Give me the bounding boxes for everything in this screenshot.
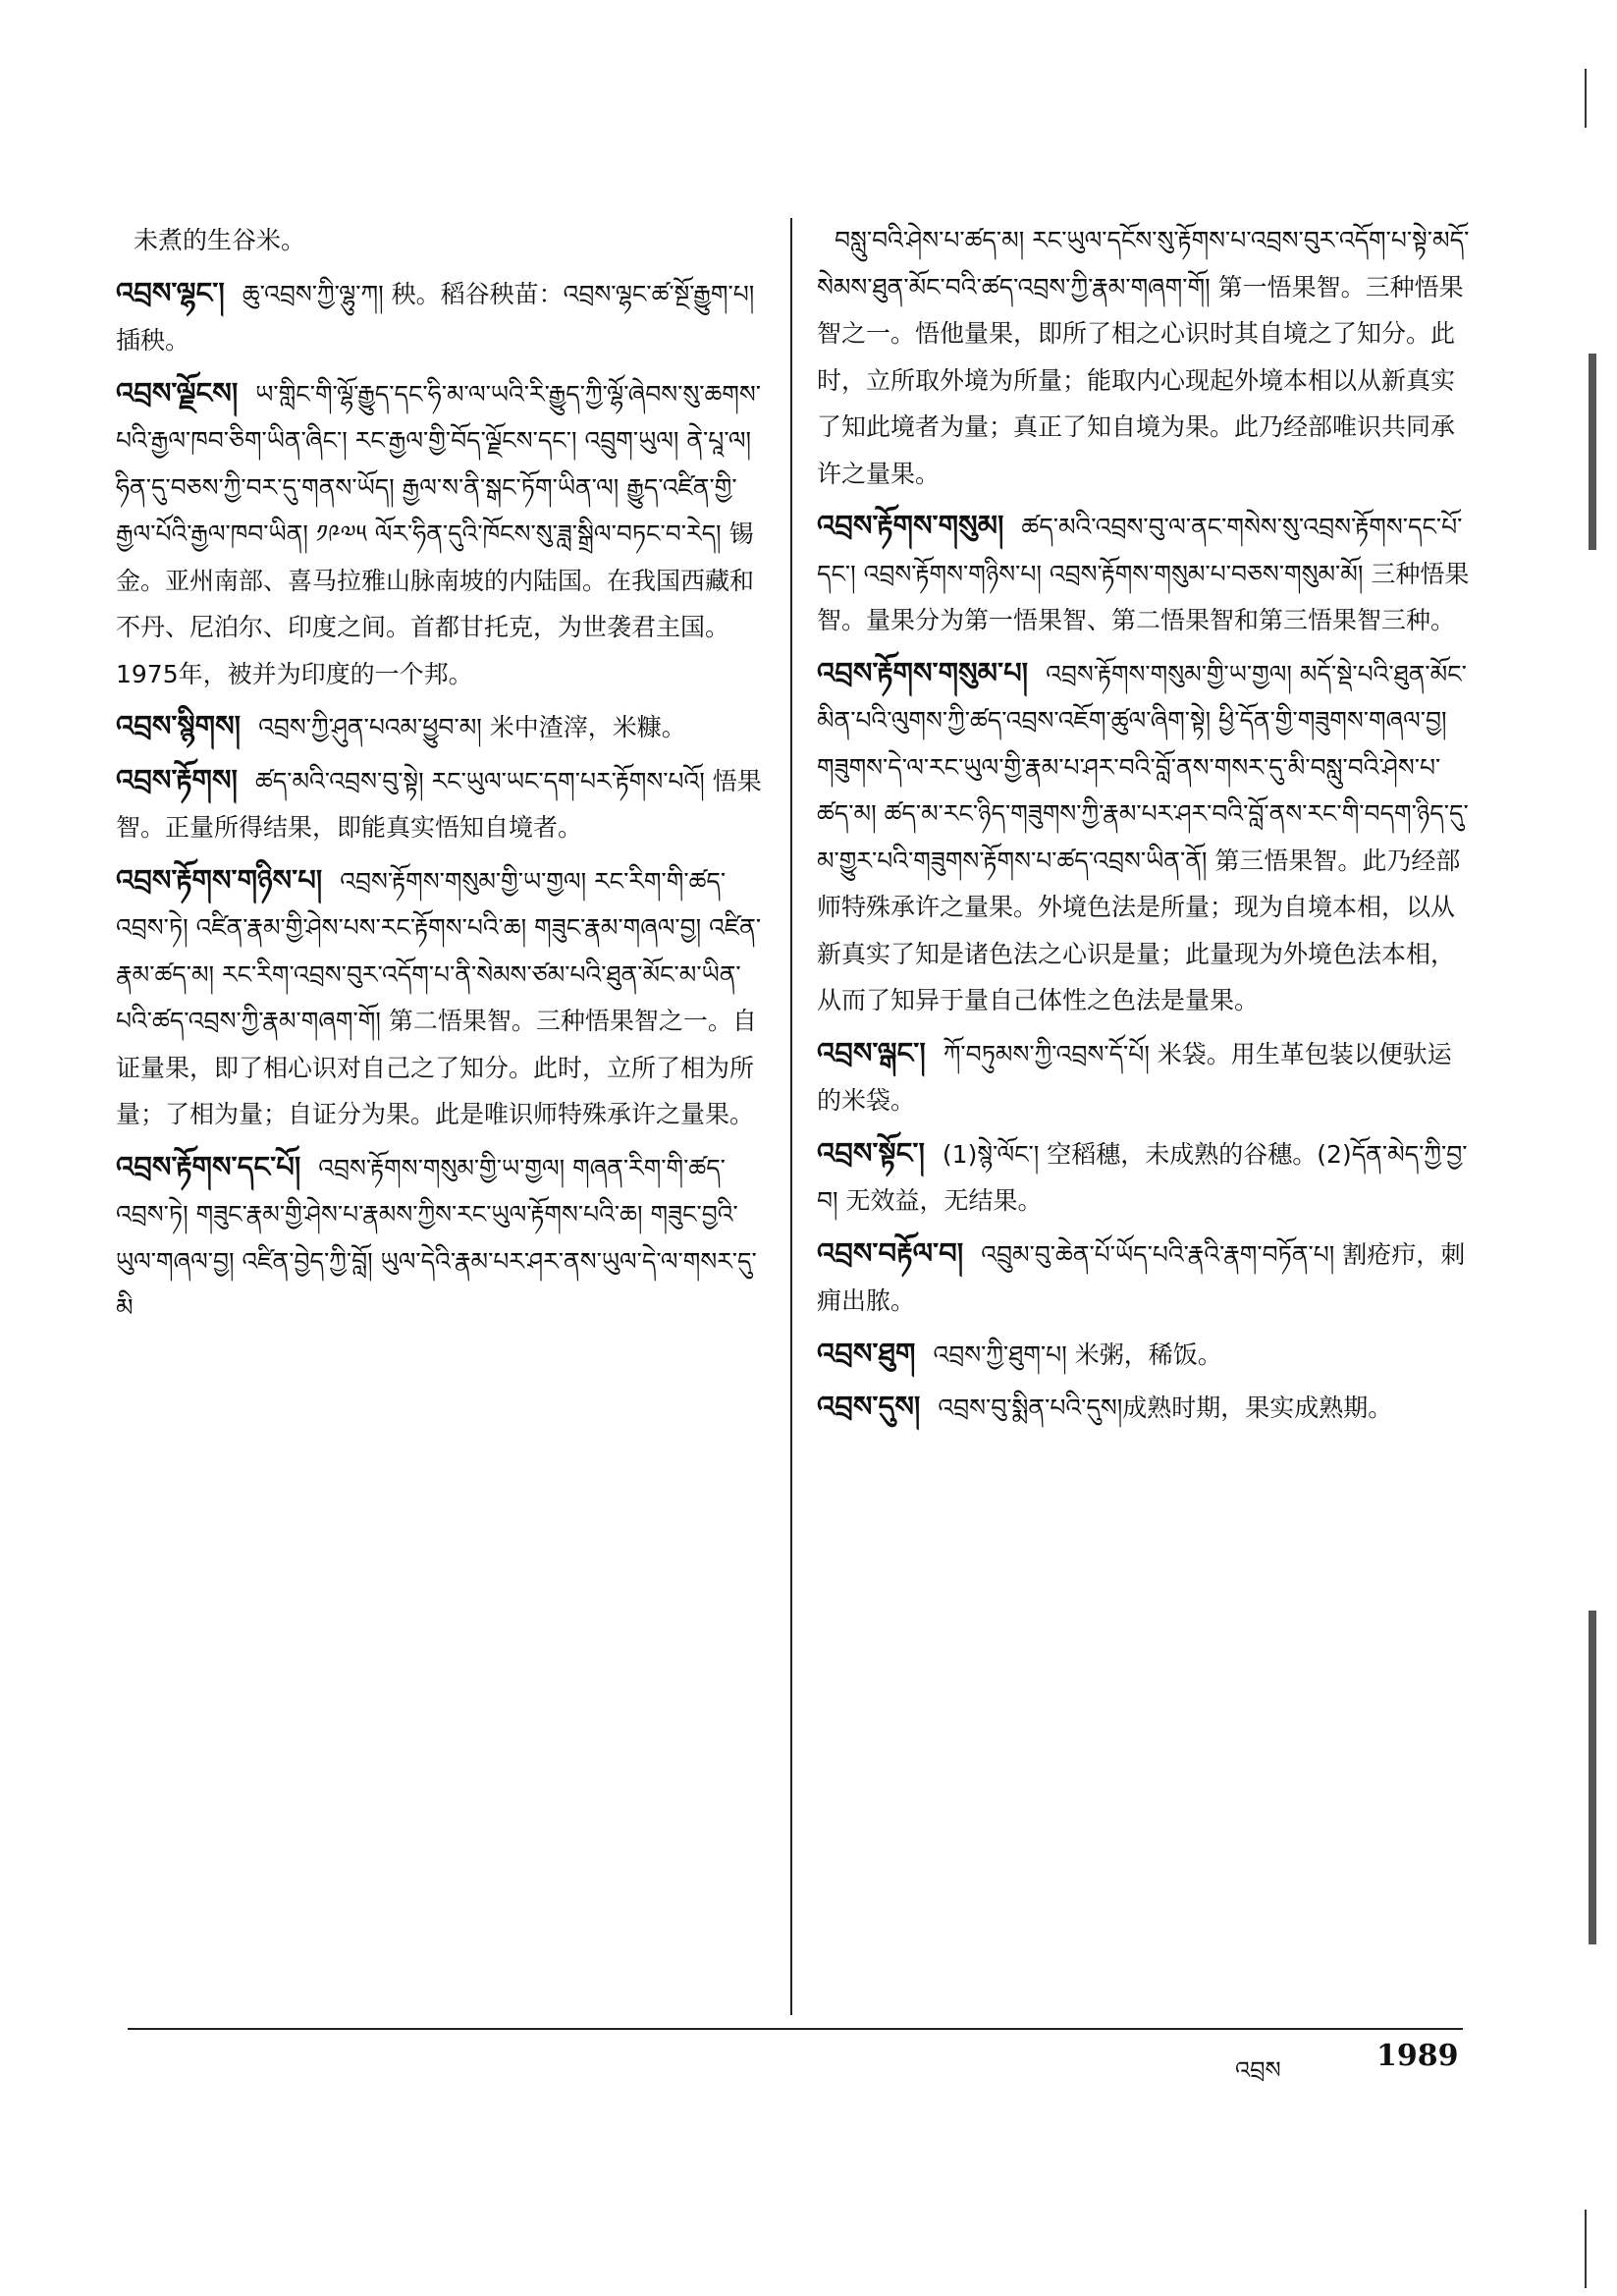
entry <box>116 857 764 1138</box>
bottom-rule <box>128 2028 1463 2030</box>
entry-text: འབྲས་རྟོགས་གསུམ་གྱི་ཡ་གྱལ། མདོ་སྡེ་པའི་ཐུན་མོང་མིན་པའི་ལུགས་ཀྱི་ཚད་འབྲས་འཇོག་ཚུལ་ཞིག་སྟེ། ཕྱི་དོན་གྱི་གཟུགས་གཞལ་བྱ། གཟུགས་དེ་ལ་རང་ཡུལ་གྱི་རྣམ་པ་ཤར་བའི་བློ་ནས་གསར་དུ་མི་བསླུ་བའི་ཤེས་པ་ཚད་མ། ཚད་མ་རང་ཉིད་གཟུགས་ཀྱི་རྣམ་པར་ཤར་བའི་བློ་ནས་རང་གི་བདག་ཉིད་དུ་མ་གྱུར་པའི་གཟུགས་རྟོགས་པ་ཚད་འབྲས་ཡིན་ནོ། 第三悟果智。此乃经部师特殊承许之量果。外境色法是所量；现为自境本相，以从新真实了知是诸色法之心识是量；此量现为外境色法本相，从而了知异于量自己体性之色法是量果。 <box>817 659 1469 1014</box>
entry-headword: འབྲས་སྟོང་། <box>817 1135 925 1170</box>
entry-headword: འབྲས་ལྷང་། <box>116 275 225 309</box>
entry-text: ཚད་མའི་འབྲས་བུ་ལ་ནང་གསེས་སུ་འབྲས་རྟོགས་དང་པོ་དང་། འབྲས་རྟོགས་གཉིས་པ། འབྲས་རྟོགས་གསུམ་པ་བཅས་གསུམ་མོ། 三种悟果智。量果分为第一悟果智、第二悟果智和第三悟果智三种。 <box>817 513 1470 634</box>
entry <box>116 703 764 751</box>
entry <box>817 1030 1470 1124</box>
entry-text: ཡ་གླིང་གི་ལྷོ་རྒྱུད་དང་ཧི་མ་ལ་ཡའི་རི་རྒྱུད་ཀྱི་ལྷོ་ཞེབས་སུ་ཆགས་པའི་རྒྱལ་ཁབ་ཅིག་ཡིན་ཞིང་། རང་རྒྱལ་གྱི་བོད་ལྗོངས་དང་། འབྲུག་ཡུལ། ནེ་པཱ་ལ། ཧིན་དུ་བཅས་ཀྱི་བར་དུ་གནས་ཡོད། རྒྱལ་ས་ནི་སྒང་ཏོག་ཡིན་ལ། རྒྱུད་འཛིན་གྱི་རྒྱལ་པོའི་རྒྱལ་ཁབ་ཡིན། ༡༩༧༥ ལོར་ཧིན་དུའི་ཁོངས་སུ་ཟླ་སྒྲིལ་བཏང་བ་རེད། 锡金。亚州南部、喜马拉雅山脉南坡的内陆国。在我国西藏和不丹、尼泊尔、印度之间。首都甘托克，为世袭君主国。1975年，被并为印度的一个邦。 <box>116 379 761 688</box>
entry-text: འབྲས་བུ་སྨིན་པའི་དུས།成熟时期，果实成熟期。 <box>938 1394 1393 1422</box>
entry-text: ཚད་མའི་འབྲས་བུ་སྟེ། རང་ཡུལ་ཡང་དག་པར་རྟོགས་པའོ། 悟果智。正量所得结果，即能真实悟知自境者。 <box>116 766 762 842</box>
entry-text: ཆུ་འབྲས་ཀྱི་ལྷུ་ཀ། 秧。稻谷秧苗：འབྲས་ལྷང་ཚ་སྔོ་རྒྱུག་པ། 插秧。 <box>116 279 755 355</box>
entry <box>817 216 1470 497</box>
entry <box>817 1230 1470 1325</box>
entry <box>116 1144 764 1332</box>
entry <box>817 1384 1470 1432</box>
entry-headword: འབྲས་རྟོགས། <box>116 762 238 796</box>
entry-text: 未煮的生谷米。 <box>134 226 306 254</box>
entry <box>116 370 764 698</box>
entry-text: འབྲས་ཀྱི་ཐུག་པ། 米粥，稀饭。 <box>933 1339 1222 1369</box>
page-number: 1989 <box>1376 2039 1459 2073</box>
entry-headword: འབྲས་རྟོགས་དང་པོ། <box>116 1149 301 1183</box>
entry-headword: འབྲས་བརྟོལ་བ། <box>817 1235 964 1270</box>
entry-headword: འབྲས་རྟོགས་གསུམ་པ། <box>817 655 1029 689</box>
entry-text: འབྲུམ་བུ་ཆེན་པོ་ཡོད་པའི་རྣའི་རྣག་བཏོན་པ། 割疮疖，刺痈出脓。 <box>817 1239 1466 1315</box>
right-column <box>817 216 1470 1438</box>
left-column <box>116 216 764 1338</box>
entry-text: འབྲས་རྟོགས་གསུམ་གྱི་ཡ་གྱལ། རང་རིག་གི་ཚད་འབྲས་ཏེ། འཛིན་རྣམ་གྱི་ཤེས་པས་རང་རྟོགས་པའི་ཆ། གཟུང་རྣམ་གཞལ་བྱ། འཛིན་རྣམ་ཚད་མ། རང་རིག་འབྲས་བུར་འདོག་པ་ནི་སེམས་ཙམ་པའི་ཐུན་མོང་མ་ཡིན་པའི་ཚད་འབྲས་ཀྱི་རྣམ་གཞག་གོ། 第二悟果智。三种悟果智之一。自证量果，即了相心识对自己之了知分。此时，立所了相为所量；了相为量；自证分为果。此是唯识师特殊承许之量果。 <box>116 866 762 1128</box>
entry <box>817 1130 1470 1225</box>
entry <box>817 503 1470 644</box>
entry-headword: འབྲས་དུས། <box>817 1390 921 1423</box>
entry <box>817 650 1470 1024</box>
column-divider <box>790 218 792 2015</box>
entry <box>817 1331 1470 1379</box>
entry-headword: འབྲས་ལྗོངས། <box>116 375 239 410</box>
running-head-word: འབྲས <box>1235 2056 1281 2084</box>
scan-edge-marks <box>1561 0 1617 2296</box>
entry-headword: འབྲས་རྟོགས་གསུམ། <box>817 509 1004 542</box>
entry-text: འབྲས་རྟོགས་གསུམ་གྱི་ཡ་གྱལ། གཞན་རིག་གི་ཚད་འབྲས་ཏེ། གཟུང་རྣམ་གྱི་ཤེས་པ་རྣམས་ཀྱིས་རང་ཡུལ་རྟོགས་པའི་ཆ། གཟུང་བྱའི་ཡུལ་གཞལ་བྱ། འཛིན་བྱེད་ཀྱི་བློ། ཡུལ་དེའི་རྣམ་པར་ཤར་ནས་ཡུལ་དེ་ལ་གསར་དུ་མི <box>116 1153 757 1322</box>
entry <box>116 757 764 851</box>
entry <box>116 270 764 364</box>
entry-text: འབྲས་ཀྱི་ཤུན་པའམ་ཕྱུབ་མ། 米中渣滓，米糠。 <box>258 713 686 741</box>
entry-text: ཀོ་བཏུམས་ཀྱི་འབྲས་དོ་པོ། 米袋。用生革包装以便驮运的米袋。 <box>817 1039 1452 1115</box>
entry <box>116 216 764 264</box>
entry-headword: འབྲས་སྙིགས། <box>116 709 242 742</box>
entry-text: བསླུ་བའི་ཤེས་པ་ཚད་མ། རང་ཡུལ་དངོས་སུ་རྟོགས་པ་འབྲས་བུར་འདོག་པ་སྟེ་མདོ་སེམས་ཐུན་མོང་བའི་ཚད་འབྲས་ཀྱི་རྣམ་གཞག་གོ། 第一悟果智。三种悟果智之一。悟他量果，即所了相之心识时其自境之了知分。此时，立所取外境为所量；能取内心现起外境本相以从新真实了知此境者为量；真正了知自境为果。此乃经部唯识共同承许之量果。 <box>817 226 1470 488</box>
entry-text: (1)སྙེ་ལོང་། 空稻穗，未成熟的谷穗。(2)དོན་མེད་ཀྱི་བྱ་བ། 无效益，无结果。 <box>817 1139 1468 1215</box>
entry-headword: འབྲས་རྟོགས་གཉིས་པ། <box>116 862 323 897</box>
entry-headword: འབྲས་ཐུག <box>817 1336 916 1370</box>
entry-headword: འབྲས་ལྒང་། <box>817 1035 926 1069</box>
